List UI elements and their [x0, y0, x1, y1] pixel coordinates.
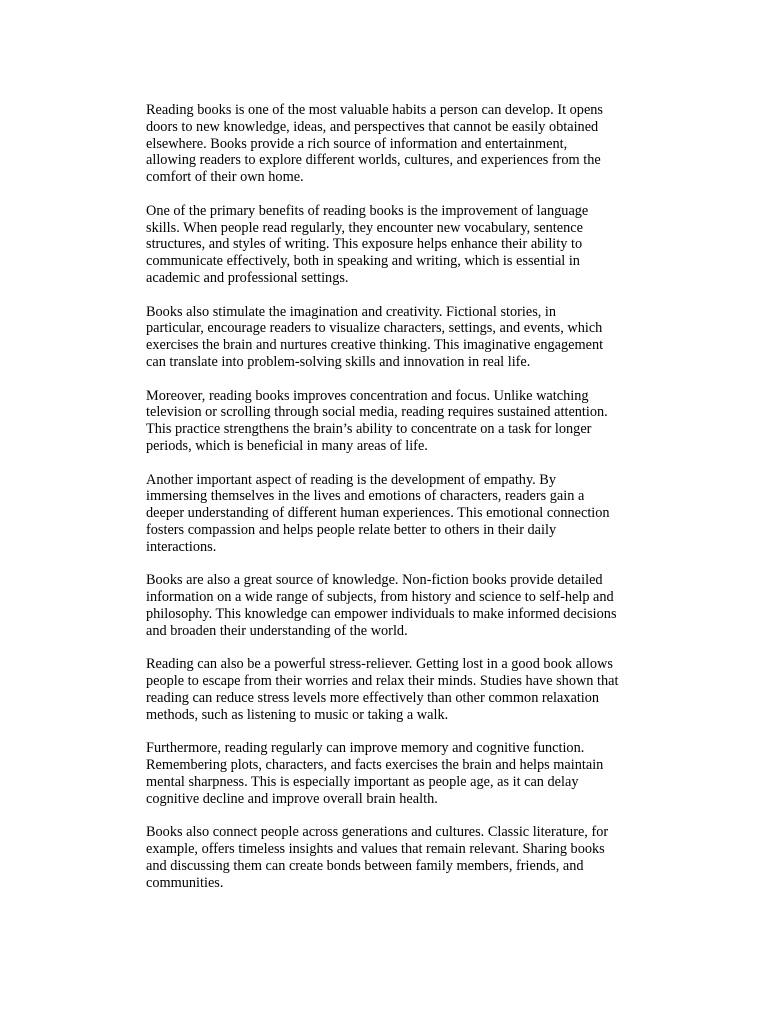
paragraph-7: Reading can also be a powerful stress-reliever. Getting lost in a good book allows people to escape from their worries and relax their minds. Studies have shown that reading can reduce stress levels more effectively than other common relaxation methods, such as listening to music or taking a walk. [146, 656, 619, 723]
paragraph-3: Books also stimulate the imagination and creativity. Fictional stories, in particular, encourage readers to visualize characters, settings, and events, which exercises the brain and nurtures creative thinking. This imaginative engagement can translate into problem-solving skills and innovation in real life. [146, 303, 604, 370]
paragraph-1: Reading books is one of the most valuable habits a person can develop. It opens doors to new knowledge, ideas, and perspectives that cannot be easily obtained elsewhere. Books provide a rich source of information and entertainment, allowing readers to explore different worlds, cultures, and experiences from the comfort of their own home. [146, 102, 603, 186]
paragraph-5: Another important aspect of reading is the development of empathy. By immersing themselves in the lives and emotions of characters, readers gain a deeper understanding of different human experiences. This emotional connection fosters compassion and helps people relate better to others in their daily interactions. [146, 471, 610, 555]
paragraph-4: Moreover, reading books improves concentration and focus. Unlike watching television or scrolling through social media, reading requires sustained attention. This practice strengthens the brain’s ability to concentrate on a task for longer periods, which is beneficial in many areas of life. [146, 387, 608, 454]
paragraph-2: One of the primary benefits of reading books is the improvement of language skills. When people read regularly, they encounter new vocabulary, sentence structures, and styles of writing. This exposure helps enhance their ability to communicate effectively, both in speaking and writing, which is essential in academic and professional settings. [146, 202, 589, 286]
paragraph-6: Books are also a great source of knowledge. Non-fiction books provide detailed information on a wide range of subjects, from history and science to self-help and philosophy. This knowledge can empower individuals to make informed decisions and broaden their understanding of the world. [146, 572, 617, 639]
paragraph-9: Books also connect people across generations and cultures. Classic literature, for example, offers timeless insights and values that remain relevant. Sharing books and discussing them can create bonds between family members, friends, and communities. [146, 824, 609, 891]
paragraph-8: Furthermore, reading regularly can improve memory and cognitive function. Remembering plots, characters, and facts exercises the brain and helps maintain mental sharpness. This is especially important as people age, as it can delay cognitive decline and improve overall brain health. [146, 740, 604, 807]
document-body [146, 102, 660, 908]
